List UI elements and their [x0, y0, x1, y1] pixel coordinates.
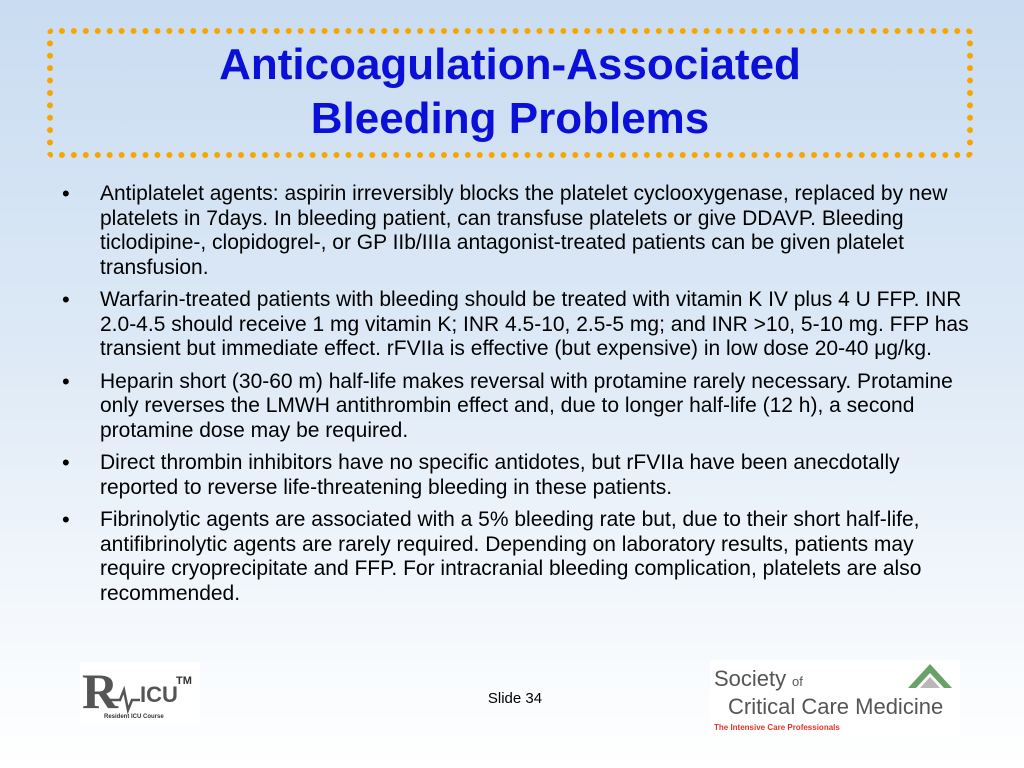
- sccm-name: Critical Care Medicine: [728, 694, 944, 719]
- bullet-dot-icon: •: [62, 450, 70, 475]
- title-line-2: Bleeding Problems: [310, 94, 710, 143]
- ricu-icu-text: ICU: [140, 682, 178, 707]
- sccm-logo: [710, 660, 960, 736]
- bullet-text: Warfarin-treated patients with bleeding should be treated with vitamin K IV plus 4 U FFP. INR 2.0-4.5 should receive 1 mg vitamin K; INR 4.5-10, 2.5-5 mg; and INR >10, 5-10 mg. FFP has transient but immediate effect. rFVIIa is effective (but expensive) in low dose 20-40 μg/kg.: [100, 288, 969, 360]
- bullet-item: [60, 451, 970, 500]
- slide-number: Slide 34: [487, 690, 543, 707]
- sccm-of: of: [792, 674, 803, 689]
- bullet-item: [60, 508, 970, 606]
- ricu-caption: Resident ICU Course: [104, 714, 164, 720]
- bullet-text: Direct thrombin inhibitors have no specific antidotes, but rFVIIa have been anecdotally reported to reverse life-threatening bleeding in these patients.: [100, 451, 900, 499]
- bullet-list: [60, 182, 970, 614]
- ricu-logo-icon: [80, 662, 200, 724]
- bullet-dot-icon: •: [62, 368, 70, 394]
- bullet-item: [60, 288, 970, 362]
- bullet-text: Heparin short (30-60 m) half-life makes reversal with protamine rarely necessary. Protamine only reverses the LMWH antithrombin effect and, due to longer half-life (12 h), a second protamine dose may be required.: [100, 369, 953, 442]
- bullet-item: [60, 370, 970, 444]
- sccm-logo-icon: [710, 660, 960, 736]
- sccm-society: Society: [714, 666, 787, 691]
- bullet-dot-icon: •: [62, 507, 70, 532]
- bullet-text: Antiplatelet agents: aspirin irreversibly blocks the platelet cyclooxygenase, replaced by new platelets in 7days. In bleeding patient, can transfuse platelets or give DDAVP. Bleeding ticlodipine-, clopidogrel-, or GP IIb/IIIa antagonist-treated patients can be given platelet transfusion.: [100, 182, 948, 279]
- slide-title: [47, 38, 973, 146]
- ricu-tm: TM: [176, 675, 192, 687]
- bullet-dot-icon: •: [62, 181, 70, 206]
- bullet-dot-icon: •: [62, 287, 70, 312]
- bullet-item: [60, 182, 970, 280]
- ricu-letter: R: [82, 663, 119, 719]
- bullet-text: Fibrinolytic agents are associated with a 5% bleeding rate but, due to their short half-life, antifibrinolytic agents are rarely required. Depending on laboratory results, patients may require cryoprecipitate and FFP. For intracranial bleeding complication, platelets are also recommended.: [100, 508, 922, 605]
- title-line-1: Anticoagulation-Associated: [219, 40, 801, 89]
- ricu-logo: [80, 662, 200, 724]
- sccm-tagline: The Intensive Care Professionals: [714, 723, 840, 732]
